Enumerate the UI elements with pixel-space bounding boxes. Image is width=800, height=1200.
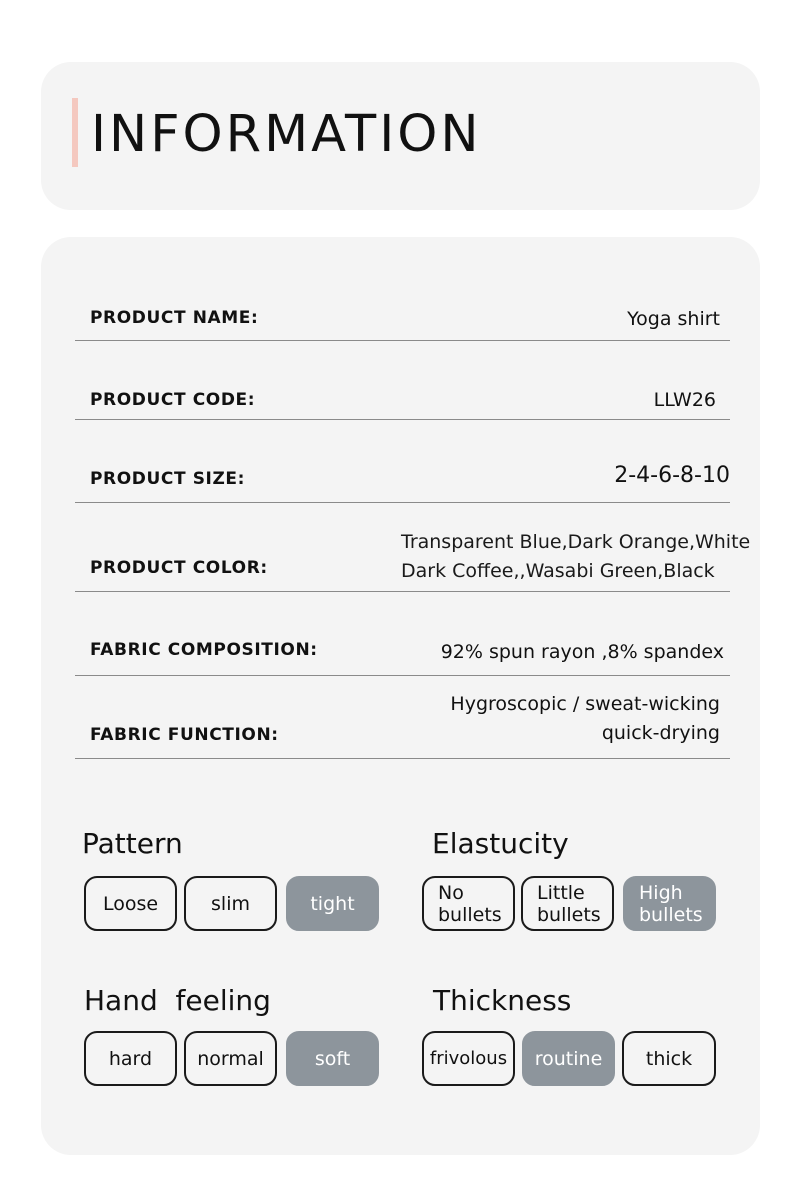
thickness-option-thick[interactable]: thick (622, 1031, 716, 1086)
spec-value-line: Dark Coffee,,Wasabi Green,Black (401, 560, 715, 582)
chip-line: bullets (537, 903, 601, 926)
spec-label: PRODUCT NAME: (90, 308, 259, 328)
hand-feeling-option-normal[interactable]: normal (184, 1031, 277, 1086)
elasticity-option-high-bullets[interactable] (623, 876, 716, 931)
elasticity-option-little-bullets[interactable] (521, 876, 614, 931)
spec-label: FABRIC FUNCTION: (90, 725, 279, 745)
chip-line: bullets (438, 903, 502, 926)
spec-value (450, 690, 720, 748)
elasticity-title: Elastucity (432, 827, 569, 860)
hand-feeling-option-hard[interactable]: hard (84, 1031, 177, 1086)
title-accent-bar (72, 98, 78, 167)
pattern-option-loose[interactable]: Loose (84, 876, 177, 931)
spec-label: PRODUCT CODE: (90, 390, 256, 410)
spec-value: Yoga shirt (627, 308, 720, 330)
spec-row-fabric-composition (75, 591, 730, 676)
spec-row-product-color (75, 502, 751, 592)
thickness-title: Thickness (433, 984, 572, 1017)
thickness-option-frivolous[interactable]: frivolous (422, 1031, 515, 1086)
header-card (41, 62, 760, 210)
hand-feeling-title: Hand feeling (84, 984, 271, 1017)
pattern-option-slim[interactable]: slim (184, 876, 277, 931)
chip-line: Little (537, 881, 585, 904)
page-title: INFORMATION (91, 105, 482, 164)
spec-label: PRODUCT COLOR: (90, 558, 268, 578)
spec-value: LLW26 (653, 389, 716, 411)
pattern-option-tight[interactable]: tight (286, 876, 379, 931)
chip-line: No (438, 881, 464, 904)
spec-value-line: Transparent Blue,Dark Orange,White (401, 531, 751, 553)
thickness-option-routine[interactable]: routine (522, 1031, 615, 1086)
spec-row-fabric-function (75, 675, 730, 759)
spec-row-product-size (75, 419, 730, 503)
spec-label: FABRIC COMPOSITION: (90, 640, 318, 660)
info-card (41, 237, 760, 1155)
hand-feeling-option-soft[interactable]: soft (286, 1031, 379, 1086)
chip-line: bullets (639, 903, 703, 926)
color-list (401, 528, 750, 586)
pattern-title: Pattern (82, 827, 183, 860)
spec-value-line: Hygroscopic / sweat-wicking (450, 693, 720, 715)
chip-line: High (639, 881, 683, 904)
spec-row-product-name (75, 297, 730, 341)
spec-value: 92% spun rayon ,8% spandex (440, 641, 724, 663)
spec-value-line: quick-drying (601, 722, 720, 744)
spec-row-product-code (75, 340, 730, 420)
elasticity-option-no-bullets[interactable] (422, 876, 515, 931)
spec-value: 2-4-6-8-10 (614, 463, 730, 488)
spec-label: PRODUCT SIZE: (90, 469, 246, 489)
